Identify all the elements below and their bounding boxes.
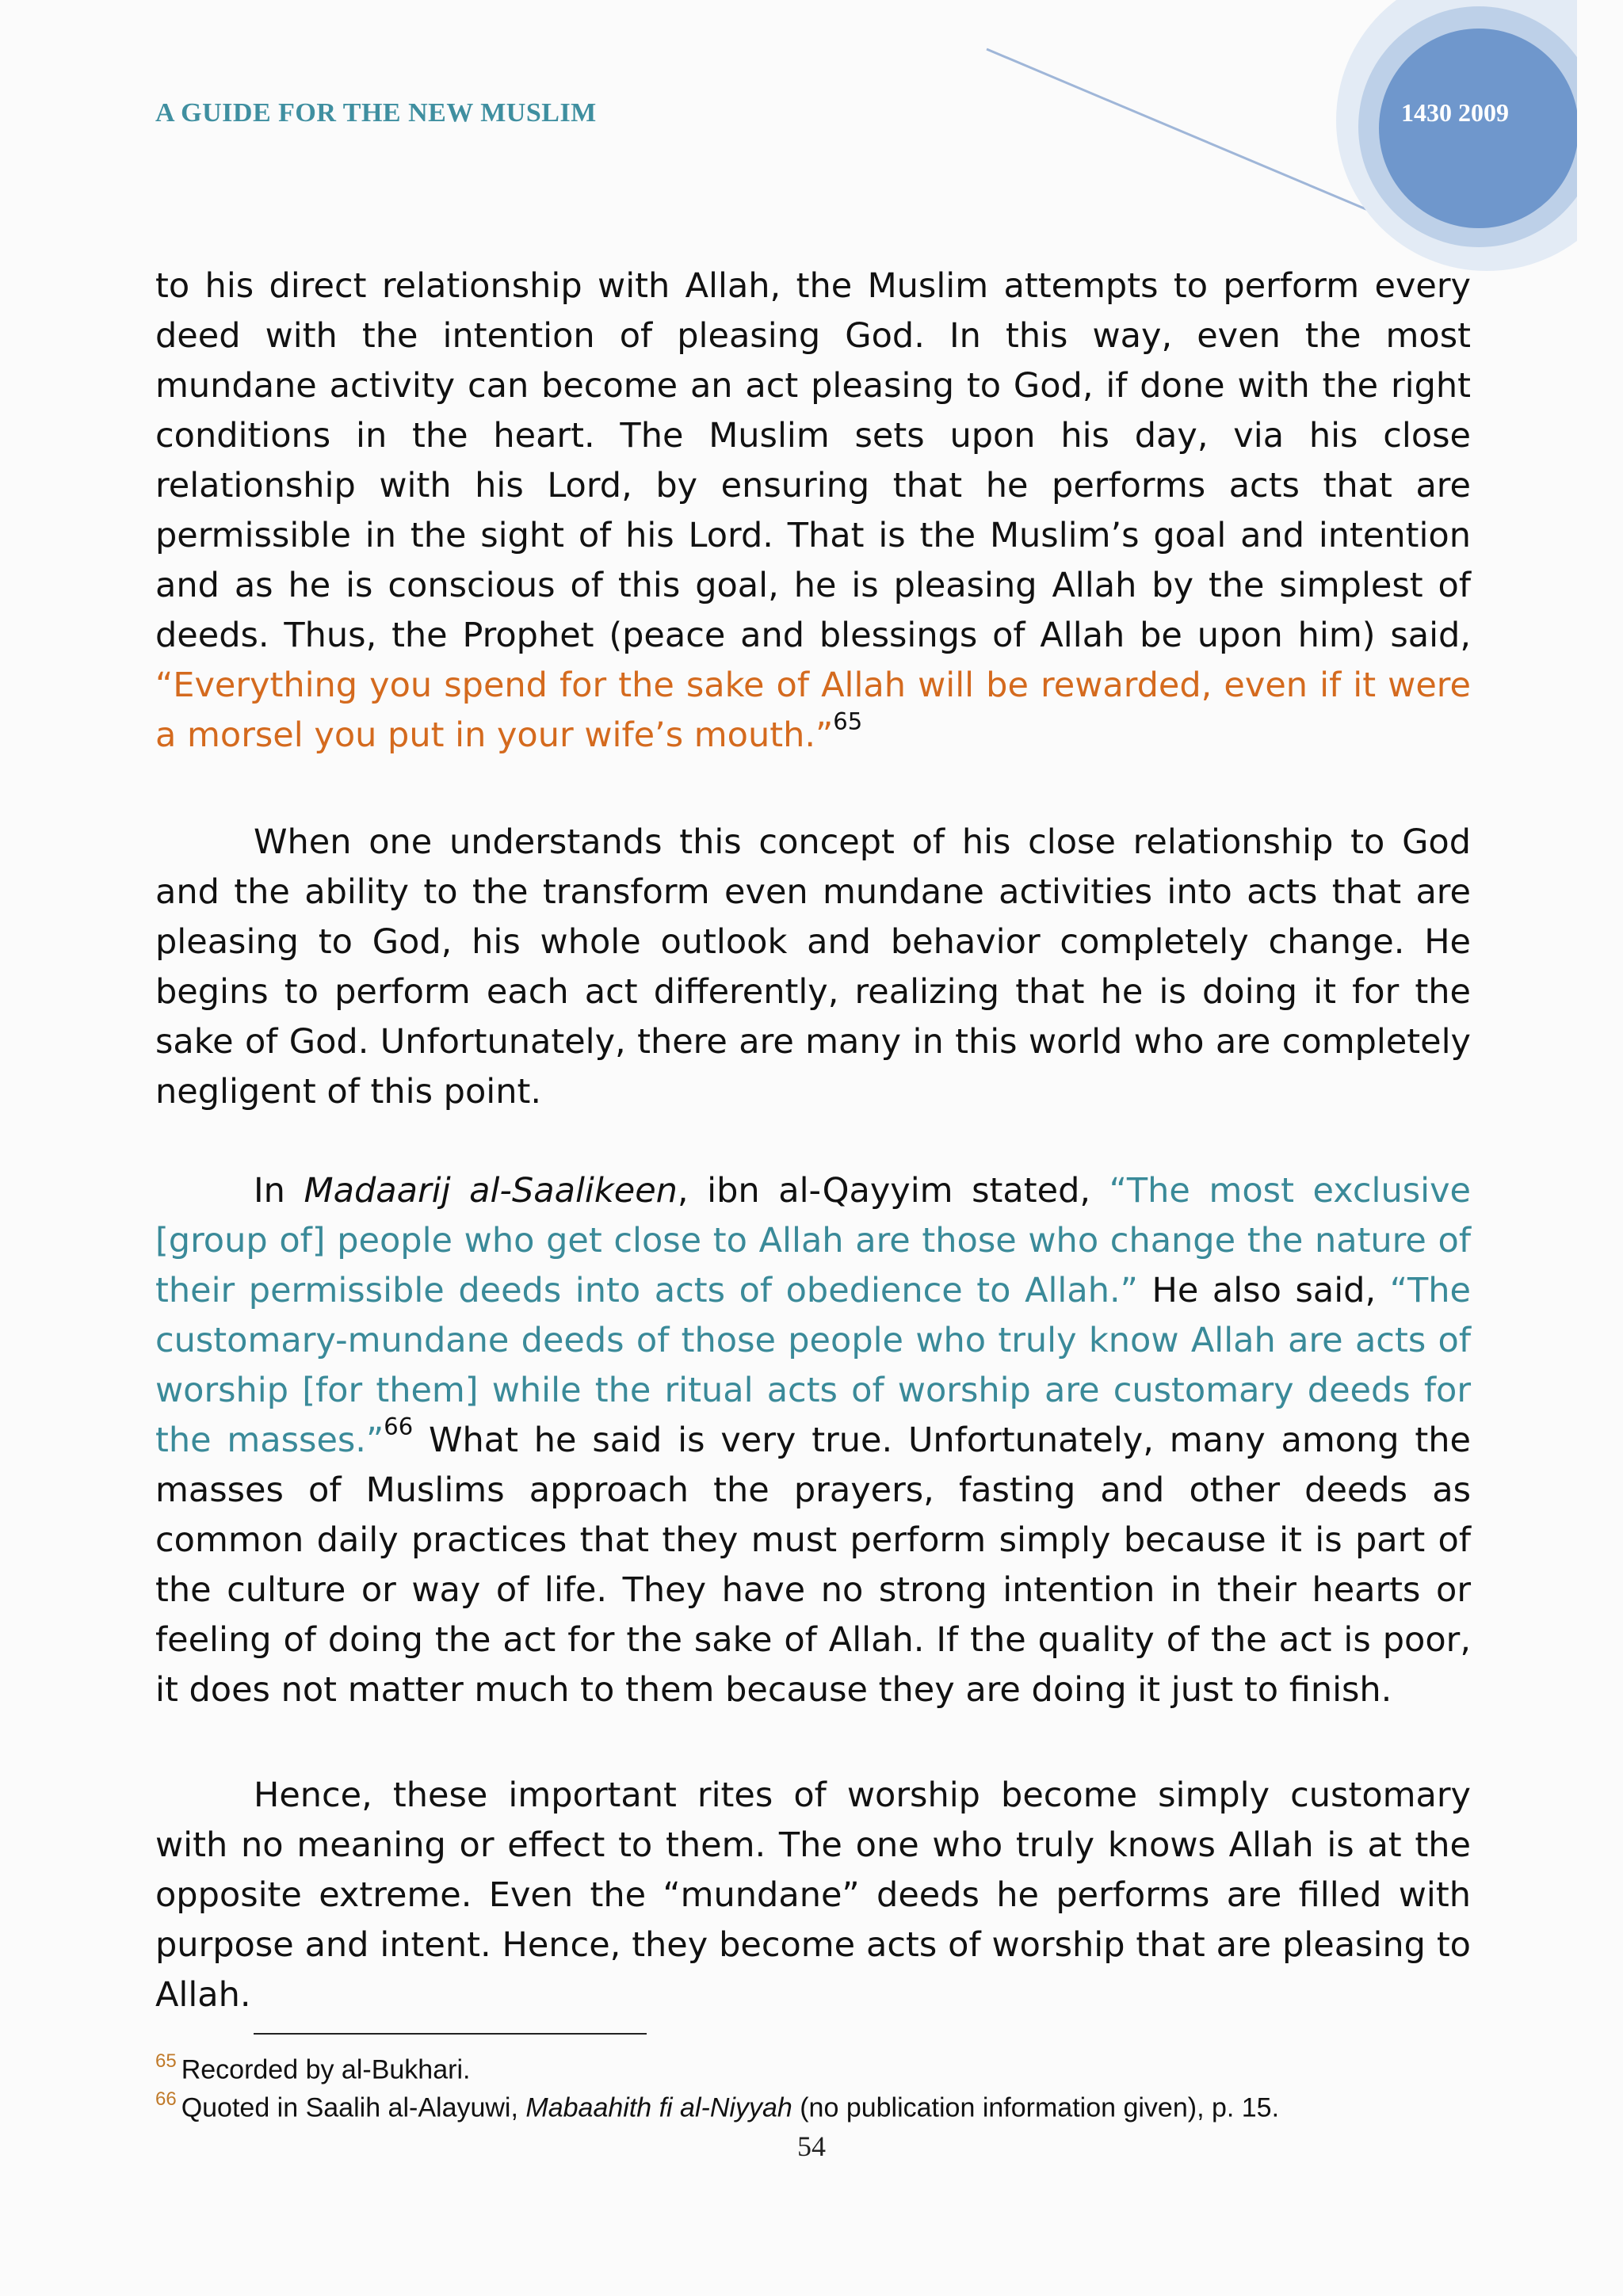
- footnote-text-after: (no publication information given), p. 15.: [792, 2092, 1280, 2123]
- paragraph-1-text: to his direct relationship with Allah, the Muslim attempts to perform every deed with the intention of pleasing God. In this way, even the most mundane activity can become an act pleasing to God, if done with the right conditions in the heart. The Muslim sets upon his day, via his close relationship with his Lord, by ensuring that he performs acts that are permissible in the sight of his Lord. That is the Muslim’s goal and intention and as he is conscious of this goal, he is pleasing Allah by the simplest of deeds. Thus, the Prophet (peace and blessings of Allah be upon him) said,: [155, 266, 1471, 655]
- footnote-66: [155, 2088, 1279, 2123]
- paragraph-3: [155, 1166, 1471, 1715]
- footnote-text: Recorded by al-Bukhari.: [181, 2054, 471, 2085]
- paragraph-4: [155, 1771, 1471, 2020]
- footnote-number: 65: [155, 2050, 177, 2072]
- decorative-inner-circle: [1379, 29, 1579, 228]
- footnote-book-title: Mabaahith fi al-Niyyah: [525, 2092, 792, 2123]
- paragraph-4-text: Hence, these important rites of worship become simply customary with no meaning or effect to them. The one who truly knows Allah is at the opposite extreme. Even the “mundane” deeds he performs are filled with purpose and intent. Hence, they become acts of worship that are pleasing to Allah.: [155, 1775, 1471, 2015]
- ibn-qayyim-quote-1: “The most exclusive [group of] people who get close to Allah are those who change the nature of their permissible deeds into acts of obedience to Allah.”: [155, 1171, 1472, 1310]
- running-header-title: A GUIDE FOR THE NEW MUSLIM: [155, 98, 597, 128]
- paragraph-3-rest: What he said is very true. Unfortunately, many among the masses of Muslims approach the prayers, fasting and other deeds as common daily practices that they must perform simply because it is part of the culture or way of life. They have no strong intention in their hearts or feeling of doing the act for the sake of Allah. If the quality of the act is poor, it does not matter much to them because they are doing it just to finish.: [155, 1421, 1471, 1710]
- footnote-ref-66: 66: [384, 1413, 414, 1440]
- page-number: 54: [797, 2130, 826, 2162]
- paragraph-3-lead: In: [254, 1171, 304, 1211]
- hadith-quote: “Everything you spend for the sake of Allah will be rewarded, even if it were a morsel you put in your wife’s mouth.”: [155, 666, 1471, 755]
- footnote-65: [155, 2050, 470, 2085]
- footnote-text-before: Quoted in Saalih al-Alayuwi,: [181, 2092, 526, 2123]
- paragraph-3-middle: He also said,: [1137, 1271, 1390, 1310]
- footnote-number: 66: [155, 2088, 177, 2110]
- running-header-year: 1430 2009: [1401, 98, 1509, 127]
- footnote-separator: [254, 2033, 647, 2035]
- page-edge-mask: [1577, 0, 1623, 333]
- paragraph-3-attribution: , ibn al-Qayyim stated,: [677, 1171, 1109, 1211]
- paragraph-1: [155, 261, 1471, 761]
- paragraph-2-text: When one understands this concept of his close relationship to God and the ability to the transform even mundane activities into acts that are pleasing to God, his whole outlook and behavior completely change. He begins to perform each act differently, realizing that he is doing it for the sake of God. Unfortunately, there are many in this world who are completely negligent of this point.: [155, 822, 1471, 1112]
- ibn-qayyim-quote-2: “The customary-mundane deeds of those people who truly know Allah are acts of worship [for them] while the ritual acts of worship are customary deeds for the masses.”: [155, 1271, 1471, 1460]
- paragraph-2: [155, 818, 1471, 1117]
- book-title: Madaarij al-Saalikeen: [304, 1171, 678, 1211]
- footnote-ref-65: 65: [833, 707, 863, 735]
